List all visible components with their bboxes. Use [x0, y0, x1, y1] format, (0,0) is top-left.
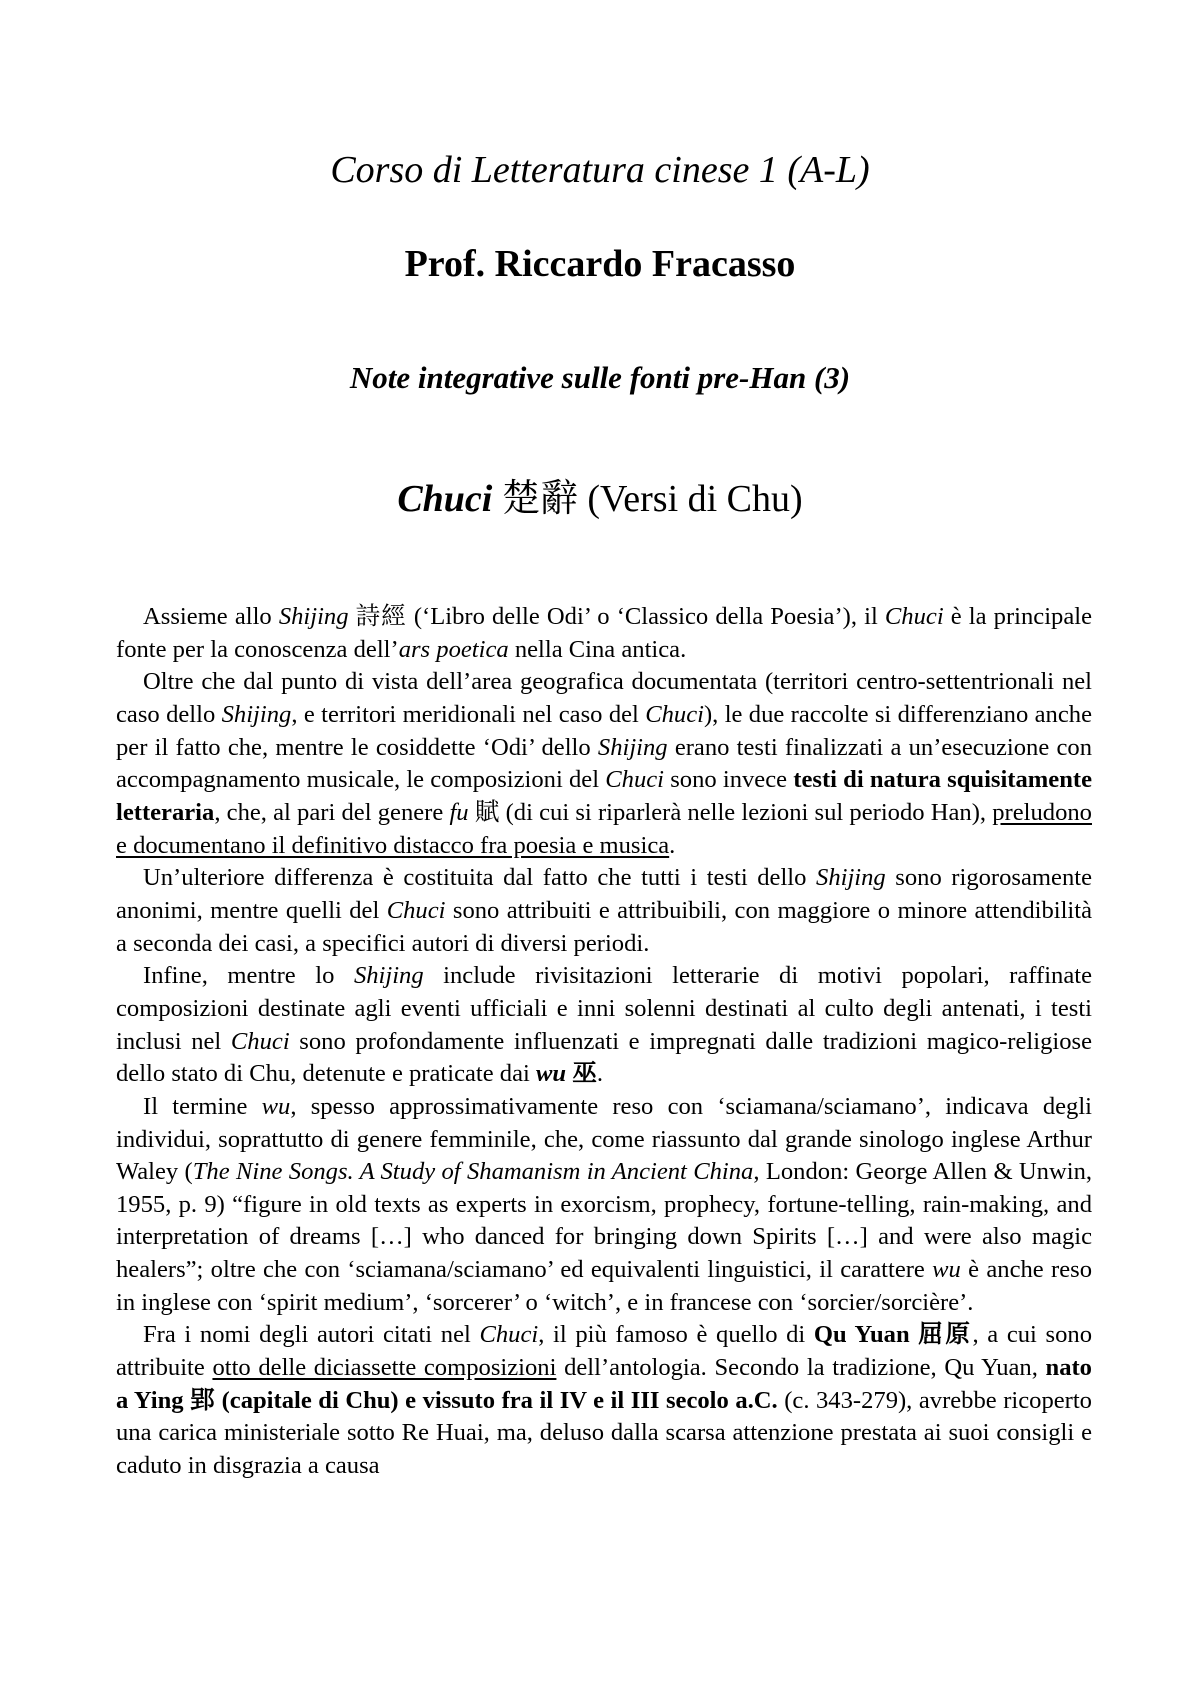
paragraph-6: [116, 1319, 1092, 1482]
text-run: Il termine: [143, 1092, 262, 1120]
paragraph-4: [116, 960, 1092, 1091]
italic-term: Shijing: [353, 962, 424, 990]
underlined-phrase: otto delle diciassette composizioni: [212, 1354, 557, 1382]
paragraph-2: [116, 666, 1092, 862]
text-run: .: [596, 1060, 604, 1088]
text-run: .: [669, 831, 676, 859]
text-run: sono invece: [664, 766, 794, 794]
italic-term: ars poetica: [398, 635, 509, 663]
italic-term: The Nine Songs. A Study of Shamanism in Ancient China: [192, 1158, 754, 1186]
italic-term: Chuci: [230, 1027, 290, 1055]
text-run: include rivisitazioni letterarie di motivi popolari, raffinate composizioni destinate agli eventi ufficiali e inni solenni destinati al culto degli antenati, i testi inclusi nel: [116, 962, 1092, 1055]
text-run: , e territori meridionali nel caso del: [291, 700, 646, 728]
text-run: , spesso approssimativamente reso con ‘sciamana/sciamano’, indicava degli individui, soprattutto di genere femminile, che, come riassunto dal grande sinologo inglese Arthur Waley (: [116, 1092, 1092, 1186]
text-run: ), le due raccolte si differenziano anche per il fatto che, mentre le cosiddette ‘Odi’ dello: [116, 700, 1092, 761]
paragraph-5: [116, 1091, 1092, 1320]
bold-phrase: testi di natura squisitamente letteraria: [116, 766, 1092, 826]
italic-term: Chuci: [605, 766, 665, 794]
italic-term: Chuci: [645, 700, 704, 728]
course-title: Corso di Letteratura cinese 1 (A-L): [330, 149, 870, 191]
text-run: sono rigorosamente anonimi, mentre quelli del: [116, 864, 1092, 924]
text-run: Assieme allo: [143, 603, 279, 630]
paragraph-1: [116, 601, 1092, 666]
text-run: nella Cina antica.: [508, 635, 687, 663]
text-run: 賦 (di cui si riparlerà nelle lezioni sul periodo Han),: [468, 798, 993, 826]
text-run: , a cui sono attribuite: [116, 1321, 1092, 1382]
italic-term: Shijing: [816, 864, 886, 892]
text-run: Infine, mentre lo: [143, 962, 354, 990]
bold-phrase: Qu Yuan 屈原: [813, 1321, 973, 1349]
italic-term: Shijing: [597, 733, 668, 761]
section-title: [0, 474, 1200, 524]
paragraph-3: [116, 862, 1092, 960]
text-run: Oltre che dal punto di vista dell’area geografica documentata (territori centro-settentrionali nel caso dello: [116, 668, 1092, 728]
underlined-phrase: preludono e documentano il definitivo distacco fra poesia e musica: [116, 798, 1092, 859]
text-run: (c. 343-279), avrebbe ricoperto una carica ministeriale sotto Re Huai, ma, deluso dalla scarsa attenzione prestata ai suoi consigli e caduto in disgrazia a causa: [116, 1386, 1092, 1480]
italic-term: Chuci: [479, 1321, 539, 1349]
italic-term: Shijing: [278, 603, 349, 630]
text-run: è anche reso in inglese con ‘spirit medium’, ‘sorcerer’ o ‘witch’, e in francese con ‘sorcier/sorcière’.: [116, 1256, 1092, 1316]
text-run: 詩經 (‘Libro delle Odi’ o ‘Classico della Poesia’), il: [348, 603, 885, 630]
text-run: è la principale fonte per la conoscenza dell’: [116, 603, 1092, 663]
text-run: sono attribuiti e attribuibili, con maggiore o minore attendibilità a seconda dei casi, a specifici autori di diversi periodi.: [116, 896, 1092, 957]
bold-italic-term: wu: [536, 1060, 567, 1088]
italic-term: Shijing: [221, 700, 292, 728]
italic-term: fu: [449, 798, 469, 826]
section-title-chinese: 楚辭: [501, 478, 578, 520]
bold-phrase: nato a Ying 郢 (capitale di Chu) e vissuto fra il IV e il III secolo a.C.: [116, 1354, 1092, 1414]
text-run: , che, al pari del genere: [214, 798, 450, 826]
text-run: Fra i nomi degli autori citati nel: [143, 1321, 480, 1349]
section-title-paren: (Versi di Chu): [587, 478, 803, 520]
text-run: , il più famoso è quello di: [538, 1321, 814, 1349]
italic-term: Chuci: [884, 603, 944, 630]
text-run: dell’antologia. Secondo la tradizione, Qu Yuan,: [556, 1354, 1046, 1382]
text-run: sono profondamente influenzati e impregnati dalle tradizioni magico-religiose dello stato di Chu, detenute e praticate dai: [116, 1027, 1092, 1088]
italic-term: Chuci: [386, 896, 446, 924]
text-run: , London: George Allen & Unwin, 1955, p. 9) “figure in old texts as experts in exorcism, prophecy, fortune-telling, rain-making, and interpretation of dreams […] who danced for bringing down Spirits […] and were also magic healers”; oltre che con ‘sciamana/sciamano’ ed equivalenti linguistici, il carattere: [116, 1158, 1093, 1284]
text-run: erano testi finalizzati a un’esecuzione con accompagnamento musicale, le composizioni del: [116, 733, 1093, 794]
bold-phrase: 巫: [566, 1060, 597, 1088]
body-text: [116, 601, 1092, 1483]
italic-term: wu: [261, 1092, 291, 1120]
document-subtitle: Note integrative sulle fonti pre-Han (3): [349, 360, 851, 395]
section-title-main: Chuci: [397, 478, 493, 520]
professor-name: Prof. Riccardo Fracasso: [404, 243, 796, 285]
italic-term: wu: [932, 1256, 961, 1284]
text-run: Un’ulteriore differenza è costituita dal fatto che tutti i testi dello: [143, 864, 817, 892]
